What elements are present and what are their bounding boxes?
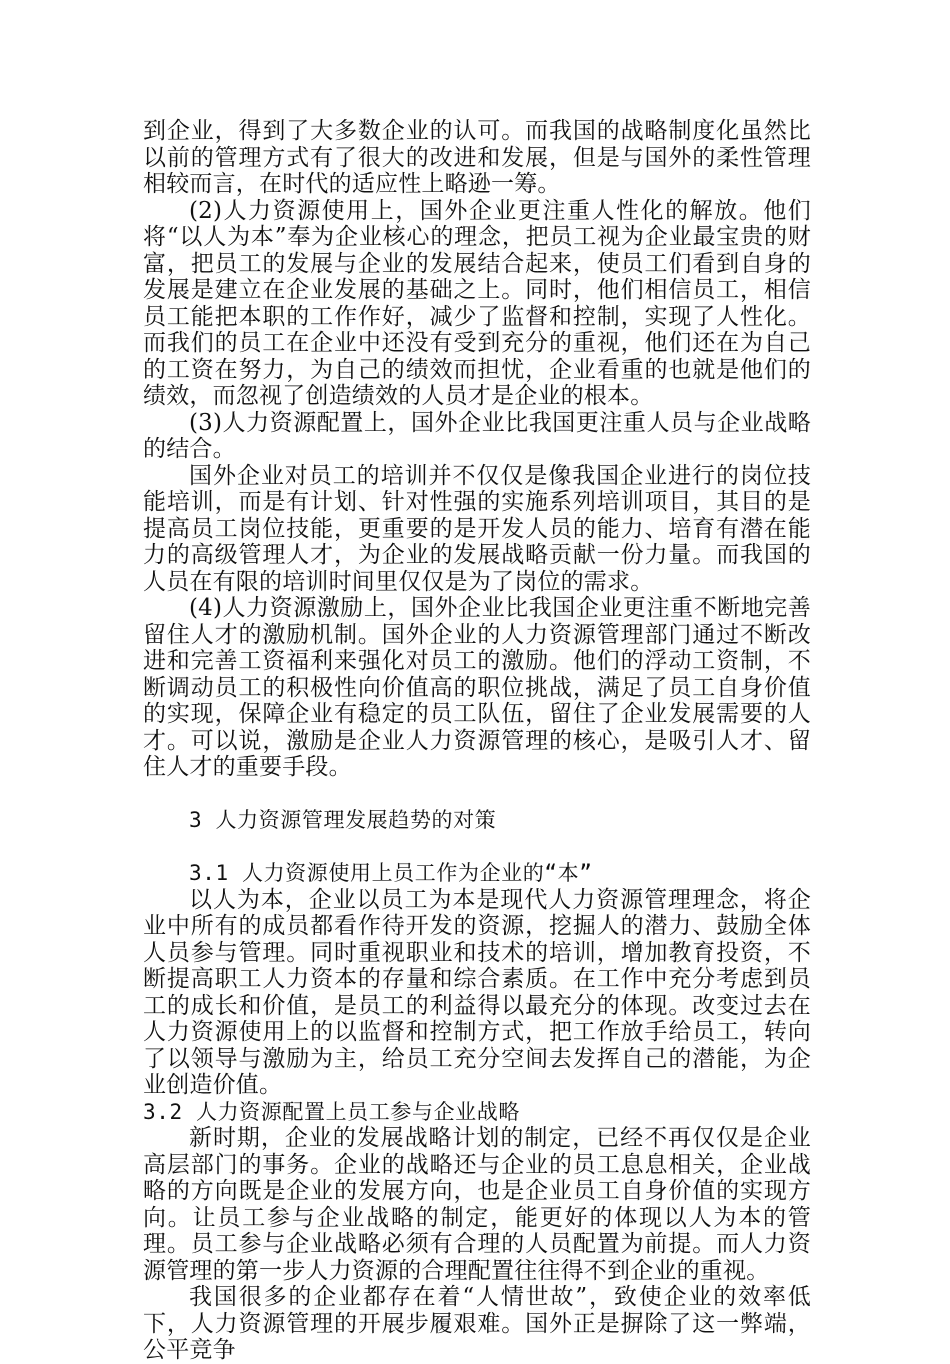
section-spacer	[143, 834, 811, 861]
paragraph-training: 国外企业对员工的培训并不仅仅是像我国企业进行的岗位技能培训，而是有计划、针对性强的实施系列培训项目，其目的是提高员工岗位技能，更重要的是开发人员的能力、培育有潜在能力的高级管理人才，为企业的发展战略贡献一份力量。而我国的人员在有限的培训时间里仅仅是为了岗位的需求。	[143, 462, 811, 595]
paragraph-people-oriented: 以人为本，企业以员工为本是现代人力资源管理理念，将企业中所有的成员都看作待开发的资源，挖掘人的潜力、鼓励全体人员参与管理。同时重视职业和技术的培训，增加教育投资，不断提高职工人力资本的存量和综合素质。在工作中充分考虑到员工的成长和价值，是员工的利益得以最充分的体现。改变过去在人力资源使用上的以监督和控制方式，把工作放手给员工，转向了以领导与激励为主，给员工充分空间去发挥自己的潜能，为企业创造价值。	[143, 886, 811, 1098]
paragraph-rigid-vs-flexible-management: 到企业，得到了大多数企业的认可。而我国的战略制度化虽然比以前的管理方式有了很大的改进和发展，但是与国外的柔性管理相较而言，在时代的适应性上略逊一筹。	[143, 118, 811, 197]
paragraph-hr-allocation: (3)人力资源配置上，国外企业比我国更注重人员与企业战略的结合。	[143, 409, 811, 462]
section-heading-3-2: 3.2 人力资源配置上员工参与企业战略	[143, 1099, 520, 1124]
paragraph-human-relations: 我国很多的企业都存在着“人情世故”，致使企业的效率低下，人力资源管理的开展步履艰难。国外正是摒除了这一弊端，公平竞争	[143, 1284, 811, 1363]
paragraph-hr-incentives: (4)人力资源激励上，国外企业比我国企业更注重不断地完善留住人才的激励机制。国外企业的人力资源管理部门通过不断改进和完善工资福利来强化对员工的激励。他们的浮动工资制，不断调动员工的积极性向价值高的职位挑战，满足了员工自身价值的实现，保障企业有稳定的员工队伍，留住了企业发展需要的人才。可以说，激励是企业人力资源管理的核心，是吸引人才、留住人才的重要手段。	[143, 595, 811, 780]
section-spacer	[143, 781, 811, 808]
section-heading-3-1: 3.1 人力资源使用上员工作为企业的“本”	[189, 861, 593, 885]
document-page	[143, 118, 811, 1364]
paragraph-strategy-participation: 新时期，企业的发展战略计划的制定，已经不再仅仅是企业高层部门的事务。企业的战略还与企业的员工息息相关，企业战略的方向既是企业的发展方向，也是企业员工自身价值的实现方向。让员工参与企业战略的制定，能更好的体现以人为本的管理。员工参与企业战略必须有合理的人员配置为前提。而人力资源管理的第一步人力资源的合理配置往往得不到企业的重视。	[143, 1125, 811, 1284]
paragraph-hr-usage: (2)人力资源使用上，国外企业更注重人性化的解放。他们将“以人为本”奉为企业核心的理念，把员工视为企业最宝贵的财富，把员工的发展与企业的发展结合起来，使员工们看到自身的发展是建立在企业发展的基础之上。同时，他们相信员工，相信员工能把本职的工作作好，减少了监督和控制，实现了人性化。而我们的员工在企业中还没有受到充分的重视，他们还在为自己的工资在努力，为自己的绩效而担忧，企业看重的也就是他们的绩效，而忽视了创造绩效的人员才是企业的根本。	[143, 197, 811, 409]
section-heading-3: 3 人力资源管理发展趋势的对策	[189, 808, 497, 832]
